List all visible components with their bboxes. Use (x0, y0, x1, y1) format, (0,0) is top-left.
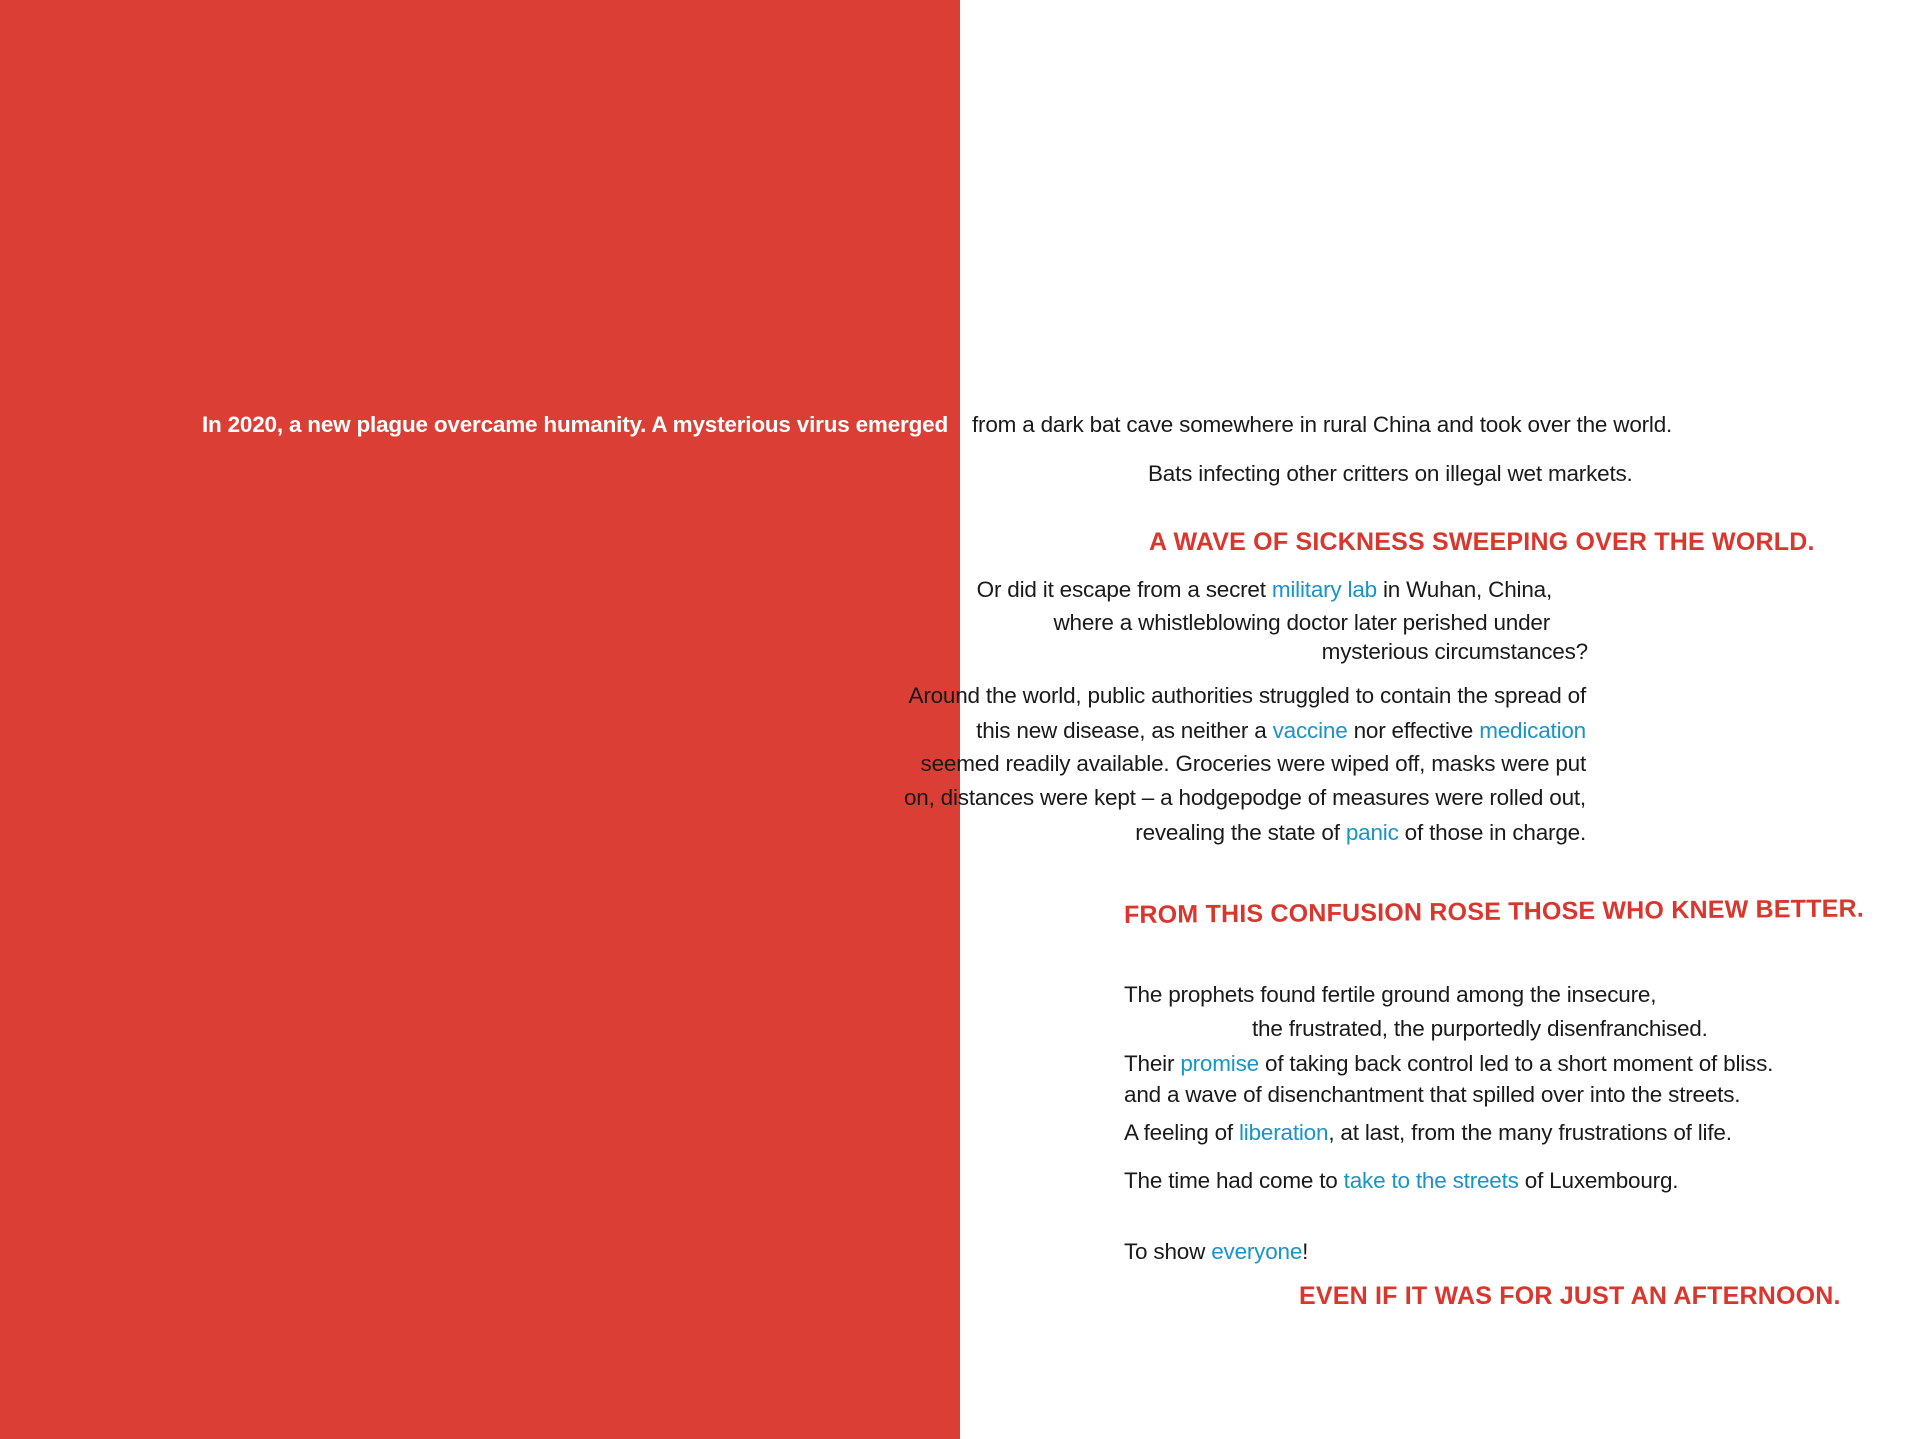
authorities-line-4: on, distances were kept – a hodgepodge of measures were rolled out, (903, 785, 1586, 810)
prophets-line-4: and a wave of disenchantment that spilled over into the streets. (1124, 1082, 1741, 1107)
lab-line-2: where a whistleblowing doctor later perished under (1053, 610, 1550, 635)
authorities-line-1: Around the world, public authorities struggled to contain the spread of (908, 683, 1586, 708)
lab-line-1: Or did it escape from a secret military lab in Wuhan, China, (976, 577, 1552, 602)
highlight-everyone: everyone (1211, 1239, 1303, 1264)
authorities-line-5: revealing the state of panic of those in charge. (1135, 820, 1586, 845)
highlight-liberation: liberation (1239, 1120, 1329, 1145)
heading-confusion: FROM THIS CONFUSION ROSE THOSE WHO KNEW BETTER. (1123, 894, 1865, 929)
authorities-line-3: seemed readily available. Groceries were wiped off, masks were put (920, 751, 1586, 776)
highlight-take-to-the-streets: take to the streets (1343, 1168, 1519, 1193)
highlight-panic: panic (1345, 820, 1399, 845)
intro-left-text: In 2020, a new plague overcame humanity. A mysterious virus emerged (201, 412, 948, 437)
lab-line-3: mysterious circumstances? (1321, 639, 1588, 664)
bats-line: Bats infecting other critters on illegal wet markets. (1148, 461, 1633, 486)
authorities-line-2: this new disease, as neither a vaccine nor effective medication (976, 718, 1586, 743)
prophets-line-1: The prophets found fertile ground among the insecure, (1124, 982, 1657, 1007)
highlight-promise: promise (1180, 1051, 1259, 1076)
intro-right-text: from a dark bat cave somewhere in rural China and took over the world. (972, 412, 1673, 437)
highlight-military-lab: military lab (1271, 577, 1377, 602)
prophets-line-6: The time had come to take to the streets of Luxembourg. (1124, 1168, 1679, 1193)
highlight-vaccine: vaccine (1272, 718, 1348, 743)
heading-afternoon: EVEN IF IT WAS FOR JUST AN AFTERNOON. (1299, 1282, 1841, 1310)
prophets-line-2: the frustrated, the purportedly disenfranchised. (1252, 1016, 1708, 1041)
prophets-line-3: Their promise of taking back control led to a short moment of bliss. (1124, 1051, 1774, 1076)
prophets-line-5: A feeling of liberation, at last, from the many frustrations of life. (1124, 1120, 1732, 1145)
highlight-medication: medication (1479, 718, 1586, 743)
show-everyone-line: To show everyone! (1124, 1239, 1309, 1264)
heading-wave-of-sickness: A WAVE OF SICKNESS SWEEPING OVER THE WORLD. (1149, 528, 1815, 556)
